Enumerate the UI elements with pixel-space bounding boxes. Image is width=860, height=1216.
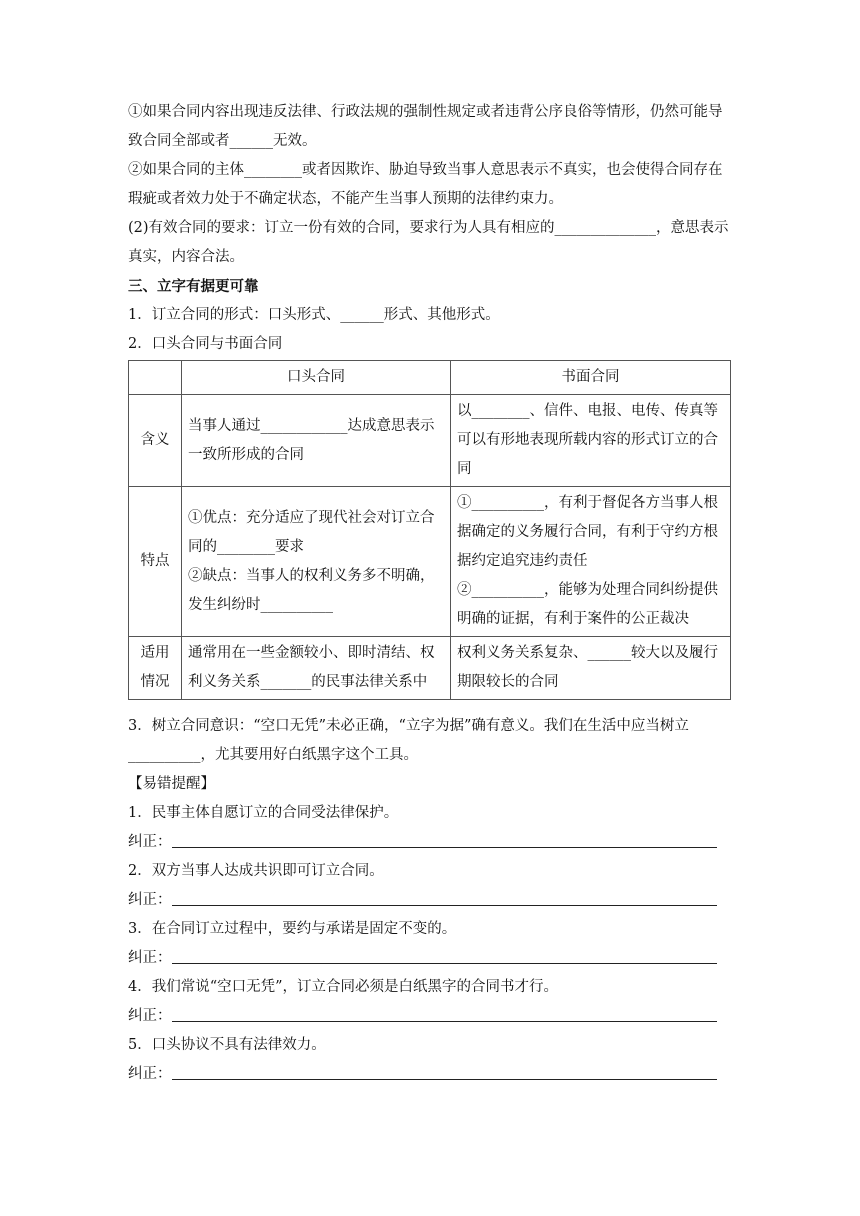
tip-statement: 3．在合同订立过程中，要约与承诺是固定不变的。 — [128, 921, 457, 937]
correction-label: 纠正： — [128, 834, 172, 850]
item-contract-forms: 1．订立合同的形式：口头形式、______形式、其他形式。 — [128, 307, 500, 323]
oral-cell: 当事人通过____________达成意思表示一致所形成的合同 — [182, 395, 451, 487]
correction-line — [128, 944, 733, 973]
row-key: 适用 情况 — [129, 637, 182, 700]
table-header-cell: 口头合同 — [182, 361, 451, 395]
answer-blank[interactable] — [172, 891, 717, 906]
correction-label: 纠正： — [128, 1066, 172, 1082]
answer-blank[interactable] — [172, 949, 717, 964]
answer-blank[interactable] — [172, 1065, 717, 1080]
written-cell: 权利义务关系复杂、______较大以及履行期限较长的合同 — [451, 637, 731, 700]
correction-line — [128, 1060, 733, 1089]
paragraph-defective-subject: ②如果合同的主体________或者因欺诈、胁迫导致当事人意思表示不真实，也会使得合同存在瑕疵或者效力处于不确定状态，不能产生当事人预期的法律约束力。 — [128, 162, 723, 207]
row-key: 含义 — [129, 395, 182, 487]
tip-statement: 2．双方当事人达成共识即可订立合同。 — [128, 863, 384, 879]
correction-label: 纠正： — [128, 950, 172, 966]
table-row — [129, 487, 731, 637]
tip-statement: 4．我们常说“空口无凭”，订立合同必须是白纸黑字的合同书才行。 — [128, 979, 559, 995]
oral-cell: ①优点：充分适应了现代社会对订立合同的________要求 ②缺点：当事人的权利义务多不明确，发生纠纷时__________ — [182, 487, 451, 637]
correction-label: 纠正： — [128, 892, 172, 908]
tip-statement: 5．口头协议不具有法律效力。 — [128, 1037, 326, 1053]
answer-blank[interactable] — [172, 833, 717, 848]
written-cell: 以________、信件、电报、电传、传真等可以有形地表现所载内容的形式订立的合同 — [451, 395, 731, 487]
answer-blank[interactable] — [172, 1007, 717, 1022]
tip-statement: 1．民事主体自愿订立的合同受法律保护。 — [128, 805, 399, 821]
item-contract-awareness: 3．树立合同意识：“空口无凭”未必正确，“立字为据”确有意义。我们在生活中应当树立__________，尤其要用好白纸黑字这个工具。 — [128, 718, 689, 763]
row-key: 特点 — [129, 487, 182, 637]
table-header-cell: 书面合同 — [451, 361, 731, 395]
correction-label: 纠正： — [128, 1008, 172, 1024]
document-page — [128, 98, 733, 1089]
section-title: 三、立字有据更可靠 — [128, 278, 259, 295]
written-cell: ①__________，有利于督促各方当事人根据确定的义务履行合同，有利于守约方根据约定追究违约责任 ②__________，能够为处理合同纠纷提供明确的证据，有利于案件的公正裁决 — [451, 487, 731, 637]
correction-line — [128, 828, 733, 857]
item-oral-vs-written: 2．口头合同与书面合同 — [128, 336, 283, 352]
comparison-table — [128, 360, 731, 700]
table-header-cell — [129, 361, 182, 395]
paragraph-invalid-content: ①如果合同内容出现违反法律、行政法规的强制性规定或者违背公序良俗等情形，仍然可能导致合同全部或者______无效。 — [128, 104, 723, 149]
table-header-row — [129, 361, 731, 395]
table-row — [129, 637, 731, 700]
tips-title: 【易错提醒】 — [128, 776, 215, 792]
correction-line — [128, 886, 733, 915]
correction-line — [128, 1002, 733, 1031]
table-row — [129, 395, 731, 487]
paragraph-valid-contract-requirements: (2)有效合同的要求：订立一份有效的合同，要求行为人具有相应的______________，意思表示真实，内容合法。 — [128, 220, 729, 265]
oral-cell: 通常用在一些金额较小、即时清结、权利义务关系_______的民事法律关系中 — [182, 637, 451, 700]
